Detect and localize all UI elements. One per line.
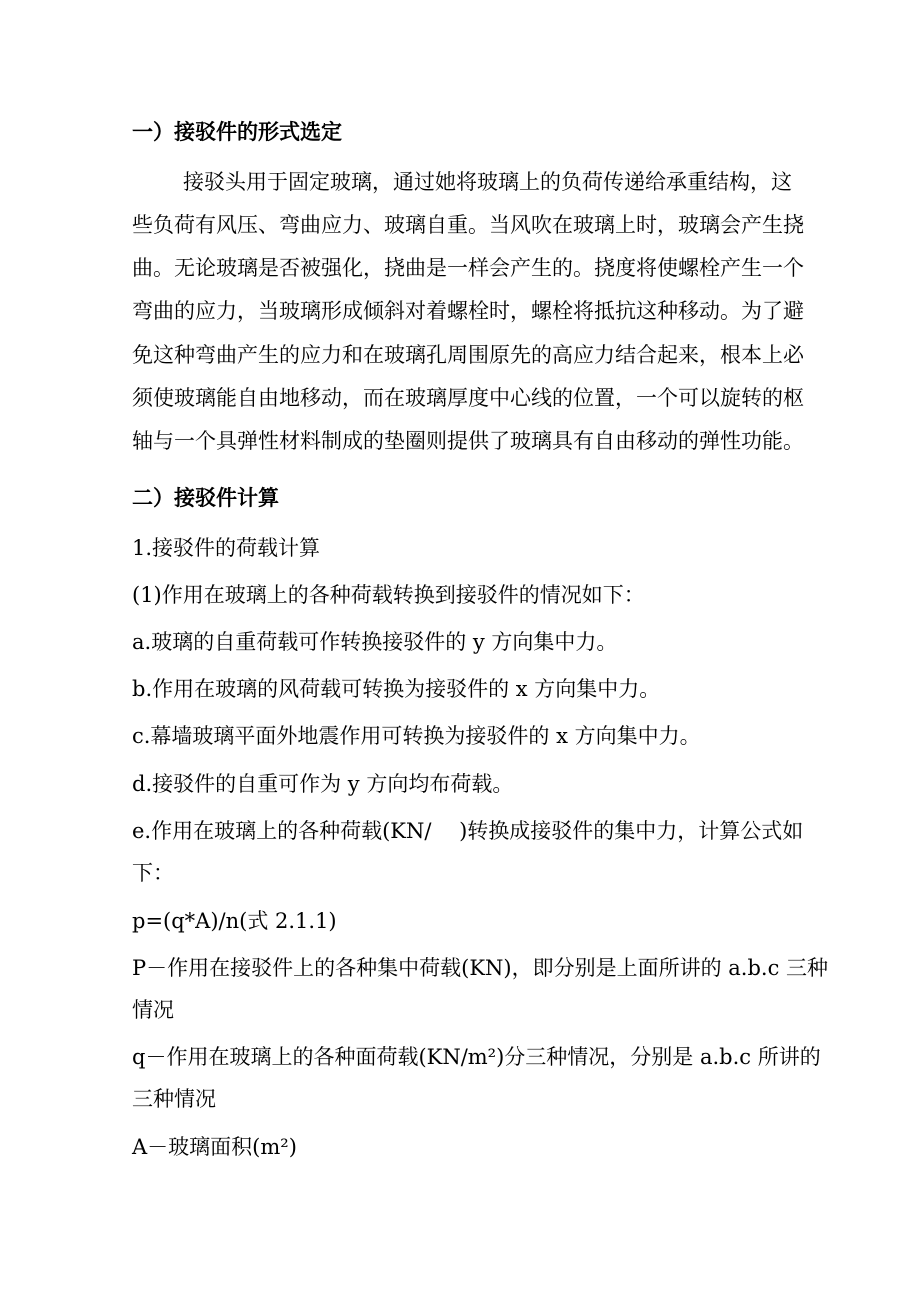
item-e-line1: e.作用在玻璃上的各种荷载(KN/ )转换成接驳件的集中力，计算公式如	[132, 819, 804, 843]
paragraph-line-5: 免这种弯曲产生的应力和在玻璃孔周围原先的高应力结合起来，根本上必	[132, 343, 804, 367]
item-c: c.幕墙玻璃平面外地震作用可转换为接驳件的 x 方向集中力。	[132, 724, 701, 748]
paragraph-line-7: 轴与一个具弹性材料制成的垫圈则提供了玻璃具有自由移动的弹性功能。	[132, 429, 804, 453]
subheading-load-calc: 1.接驳件的荷载计算	[132, 536, 321, 560]
definition-q-line1: q－作用在玻璃上的各种面荷载(KN/m²)分三种情况，分别是 a.b.c 所讲的	[132, 1045, 821, 1069]
formula: p=(q*A)/n(式 2.1.1)	[132, 909, 337, 933]
paragraph-line-3: 曲。无论玻璃是否被强化，挠曲是一样会产生的。挠度将使螺栓产生一个	[132, 256, 804, 280]
definition-P-line1: P－作用在接驳件上的各种集中荷载(KN)，即分别是上面所讲的 a.b.c 三种	[132, 956, 829, 980]
item-e-line2: 下：	[132, 861, 174, 885]
definition-P-line2: 情况	[132, 998, 174, 1022]
paragraph-line-2: 些负荷有风压、弯曲应力、玻璃自重。当风吹在玻璃上时，玻璃会产生挠	[132, 213, 804, 237]
item-d: d.接驳件的自重可作为 y 方向均布荷载。	[132, 772, 514, 796]
paragraph-line-4: 弯曲的应力，当玻璃形成倾斜对着螺栓时，螺栓将抵抗这种移动。为了避	[132, 299, 804, 323]
definition-q-line2: 三种情况	[132, 1087, 216, 1111]
paragraph-line-6: 须使玻璃能自由地移动，而在玻璃厚度中心线的位置，一个可以旋转的枢	[132, 386, 804, 410]
item-b: b.作用在玻璃的风荷载可转换为接驳件的 x 方向集中力。	[132, 677, 661, 701]
definition-A: A－玻璃面积(m²)	[132, 1135, 297, 1159]
section1-heading: 一）接驳件的形式选定	[132, 120, 342, 144]
item-a: a.玻璃的自重荷载可作转换接驳件的 y 方向集中力。	[132, 630, 618, 654]
item-intro: (1)作用在玻璃上的各种荷载转换到接驳件的情况如下：	[132, 583, 645, 607]
section2-heading: 二）接驳件计算	[132, 486, 279, 510]
paragraph-line-1: 接驳头用于固定玻璃，通过她将玻璃上的负荷传递给承重结构，这	[183, 170, 792, 194]
